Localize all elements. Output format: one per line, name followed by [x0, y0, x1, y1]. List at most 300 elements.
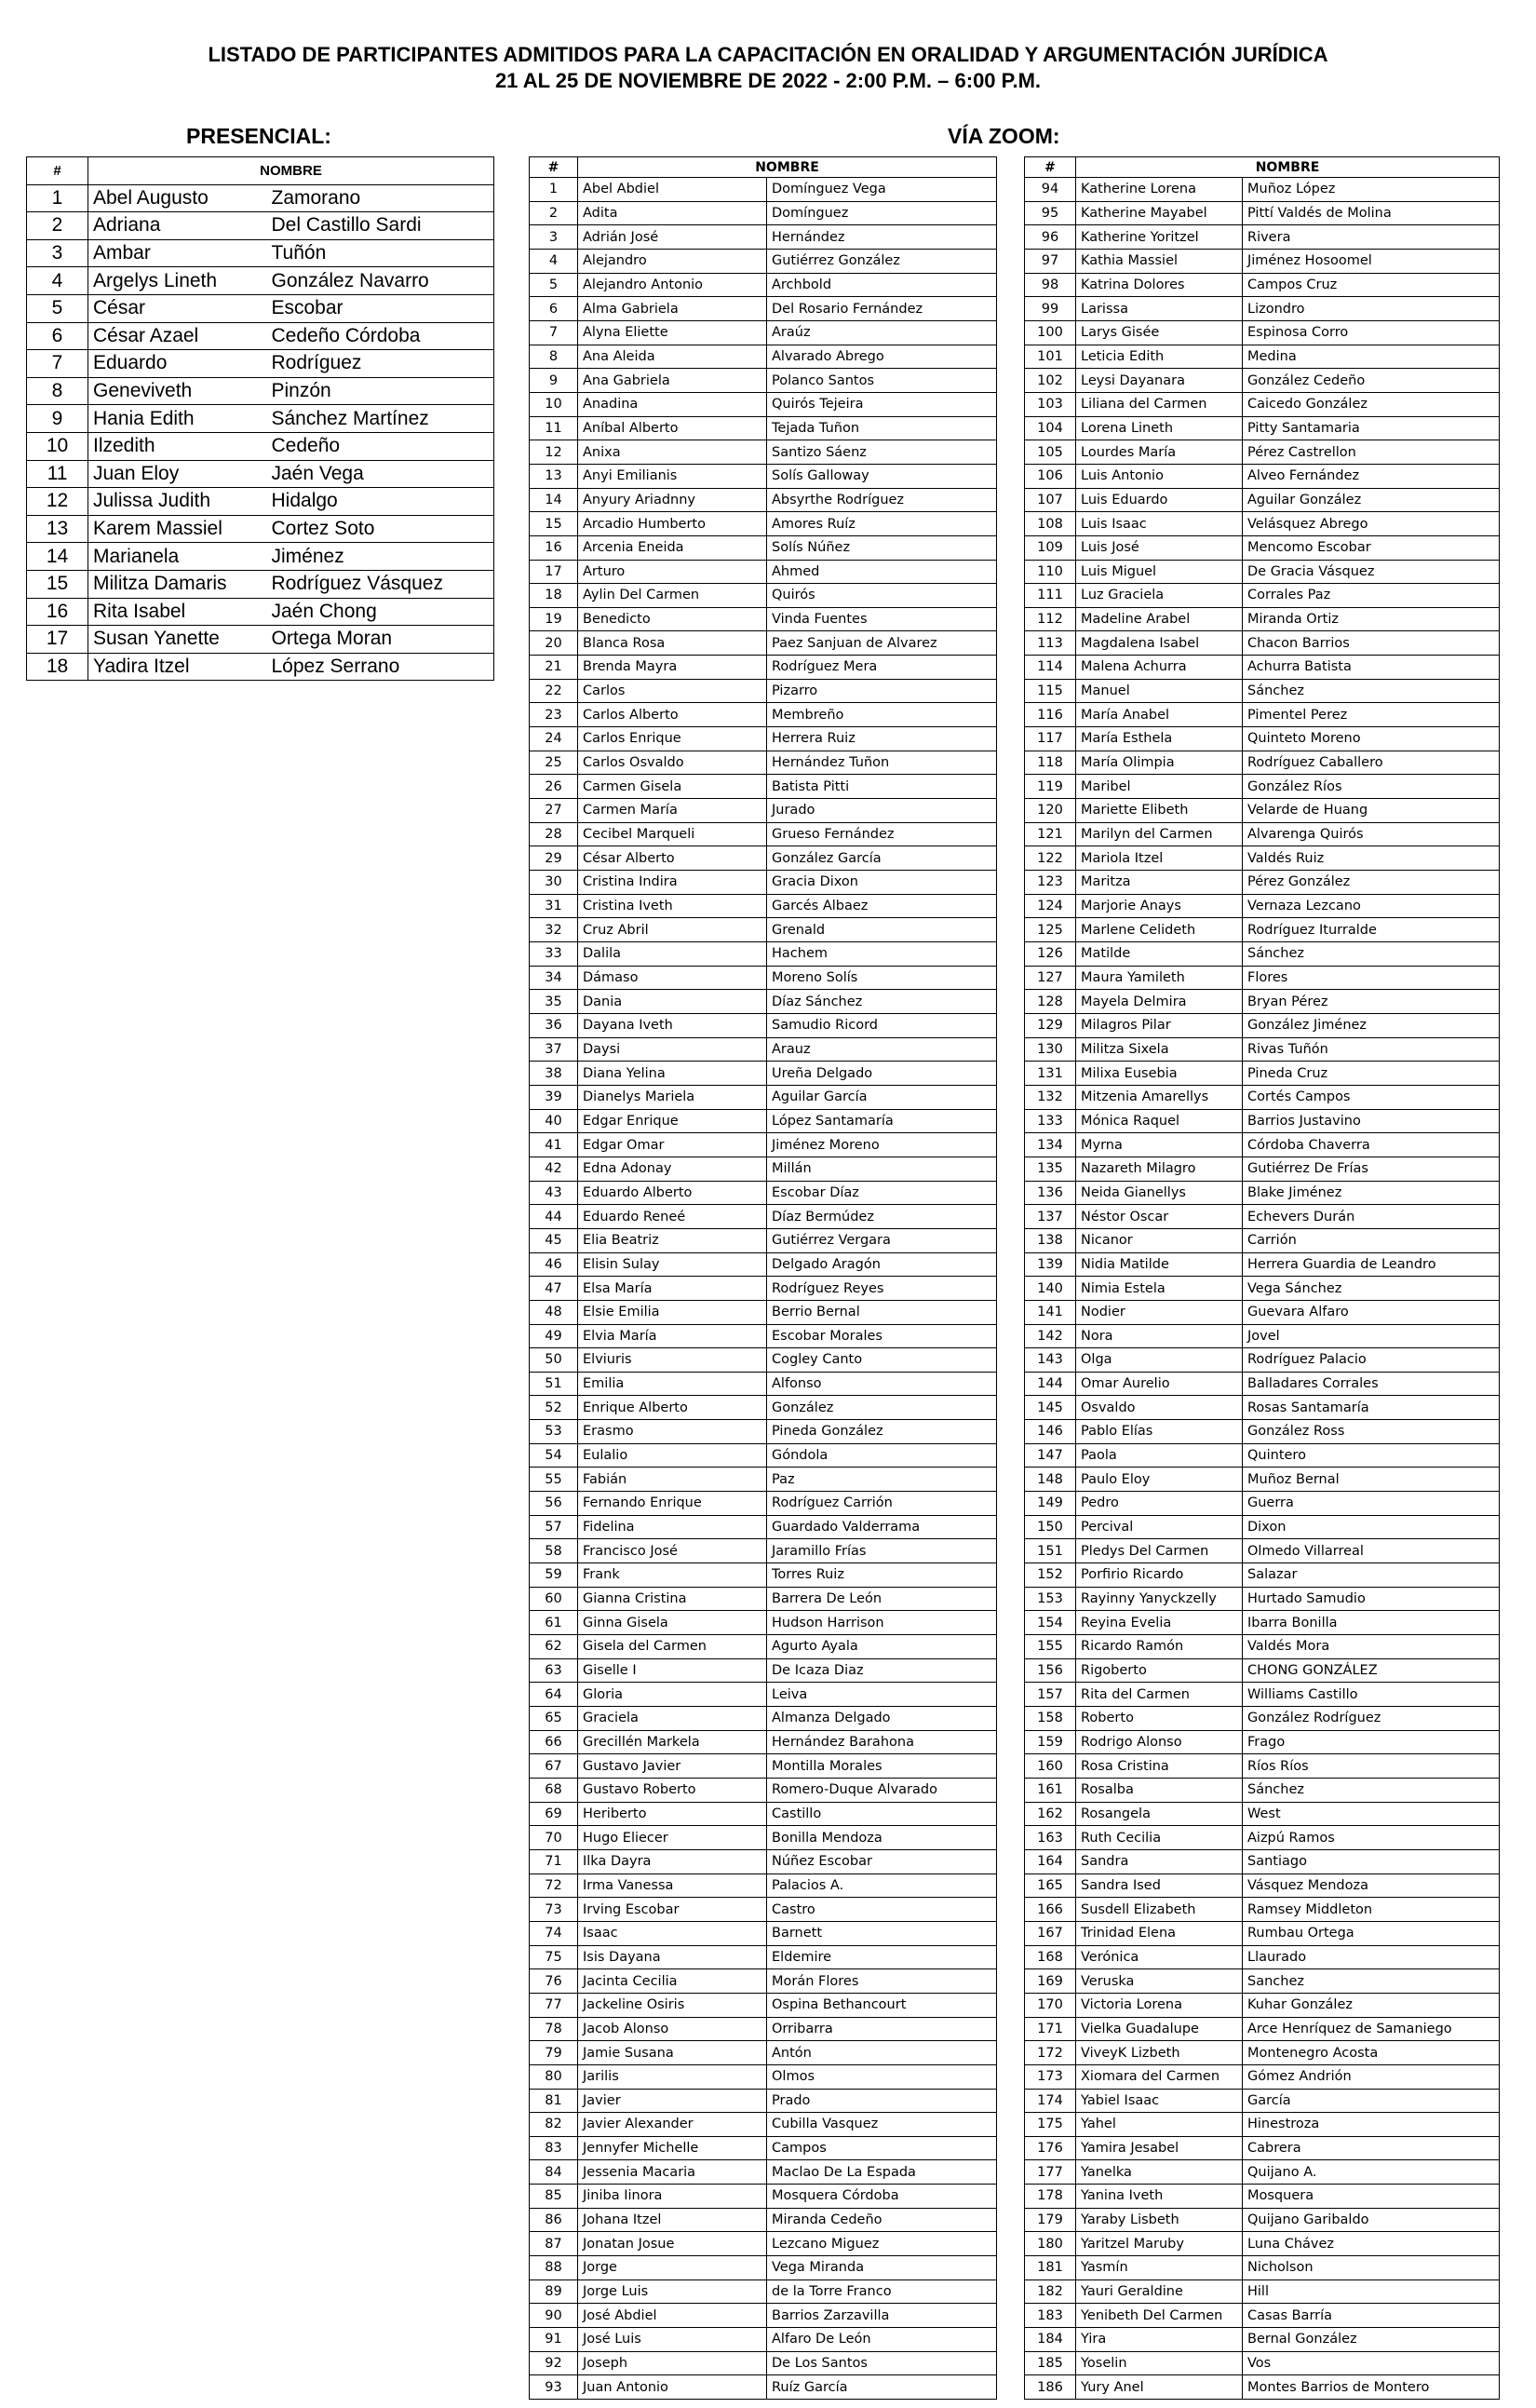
row-number: 157	[1025, 1683, 1076, 1707]
last-names: Castro	[767, 1898, 997, 1922]
last-names: González Rodríguez	[1243, 1707, 1500, 1731]
first-names: Joseph	[578, 2351, 767, 2375]
first-names: Lourdes María	[1076, 440, 1243, 465]
row-number: 114	[1025, 656, 1076, 680]
table-row	[530, 846, 997, 871]
first-names: Rayinny Yanyckzelly	[1076, 1587, 1243, 1611]
table-row	[1025, 225, 1500, 250]
table-row	[27, 543, 494, 571]
first-names: Pledys Del Carmen	[1076, 1539, 1243, 1563]
row-number: 167	[1025, 1921, 1076, 1945]
row-number: 79	[530, 2041, 578, 2065]
table-row	[1025, 2304, 1500, 2328]
first-names: Mayela Delmira	[1076, 990, 1243, 1014]
row-number: 148	[1025, 1468, 1076, 1492]
table-row	[530, 966, 997, 990]
first-names: Luis Eduardo	[1076, 488, 1243, 512]
last-names: Almanza Delgado	[767, 1707, 997, 1731]
table-row	[1025, 1587, 1500, 1611]
last-names: Mosquera Córdoba	[767, 2185, 997, 2209]
table-row	[530, 178, 997, 202]
last-names: Mencomo Escobar	[1243, 535, 1500, 560]
last-names: Kuhar González	[1243, 1993, 1500, 2017]
first-names: Manuel	[1076, 679, 1243, 703]
row-number: 174	[1025, 2089, 1076, 2113]
last-names: López Serrano	[268, 653, 494, 681]
row-number: 128	[1025, 990, 1076, 1014]
table-row	[530, 1420, 997, 1444]
row-number: 92	[530, 2351, 578, 2375]
first-names: Ruth Cecilia	[1076, 1826, 1243, 1850]
last-names: Cortés Campos	[1243, 1085, 1500, 1109]
last-names: Miranda Cedeño	[767, 2208, 997, 2232]
last-names: Rodríguez Carrión	[767, 1492, 997, 1516]
row-number: 76	[530, 1969, 578, 1994]
table-row	[1025, 1730, 1500, 1754]
first-names: Yamira Jesabel	[1076, 2136, 1243, 2160]
table-header-row	[27, 157, 494, 185]
first-names: Marjorie Anays	[1076, 894, 1243, 918]
table-row	[530, 1037, 997, 1062]
row-number: 55	[530, 1468, 578, 1492]
table-row	[530, 799, 997, 823]
first-names: Argelys Lineth	[88, 267, 268, 295]
table-row	[1025, 584, 1500, 608]
first-names: Dámaso	[578, 966, 767, 990]
first-names: Arcadio Humberto	[578, 512, 767, 536]
last-names: Campos	[767, 2136, 997, 2160]
last-names: West	[1243, 1802, 1500, 1826]
row-number: 75	[530, 1945, 578, 1969]
first-names: Anyi Emilianis	[578, 464, 767, 488]
first-names: Elvia María	[578, 1324, 767, 1348]
row-number: 17	[530, 560, 578, 584]
last-names: Blake Jiménez	[1243, 1181, 1500, 1205]
row-number: 10	[27, 432, 88, 460]
row-number: 170	[1025, 1993, 1076, 2017]
table-row	[530, 1205, 997, 1229]
last-names: Samudio Ricord	[767, 1013, 997, 1037]
last-names: Quirós Tejeira	[767, 392, 997, 416]
row-number: 20	[530, 631, 578, 656]
last-names: Montilla Morales	[767, 1754, 997, 1779]
table-row	[27, 488, 494, 516]
last-names: Barrera De León	[767, 1587, 997, 1611]
first-names: Osvaldo	[1076, 1396, 1243, 1420]
row-number: 2	[530, 201, 578, 225]
first-names: Alyna Eliette	[578, 320, 767, 345]
row-number: 158	[1025, 1707, 1076, 1731]
last-names: Pinzón	[268, 377, 494, 405]
row-number: 58	[530, 1539, 578, 1563]
last-names: Hurtado Samudio	[1243, 1587, 1500, 1611]
row-number: 101	[1025, 345, 1076, 369]
first-names: Adrián José	[578, 225, 767, 250]
row-number: 48	[530, 1300, 578, 1324]
last-names: Balladares Corrales	[1243, 1372, 1500, 1396]
first-names: Mariola Itzel	[1076, 846, 1243, 871]
row-number: 60	[530, 1587, 578, 1611]
zoom-table-right	[1024, 156, 1500, 2400]
last-names: Gutiérrez Vergara	[767, 1228, 997, 1252]
column-header-name: NOMBRE	[88, 157, 494, 185]
row-number: 40	[530, 1109, 578, 1133]
last-names: Montenegro Acosta	[1243, 2041, 1500, 2065]
table-row	[1025, 1611, 1500, 1635]
first-names: Alejandro	[578, 249, 767, 273]
table-row	[27, 598, 494, 626]
last-names: Rodríguez Mera	[767, 656, 997, 680]
last-names: Rumbau Ortega	[1243, 1921, 1500, 1945]
last-names: Escobar Morales	[767, 1324, 997, 1348]
table-row	[530, 2136, 997, 2160]
first-names: Isaac	[578, 1921, 767, 1945]
last-names: Amores Ruíz	[767, 512, 997, 536]
first-names: Pedro	[1076, 1492, 1243, 1516]
row-number: 12	[530, 440, 578, 465]
last-names: Rodríguez	[268, 350, 494, 378]
row-number: 10	[530, 392, 578, 416]
row-number: 81	[530, 2089, 578, 2113]
last-names: Díaz Sánchez	[767, 990, 997, 1014]
last-names: Polanco Santos	[767, 369, 997, 393]
table-row	[530, 2017, 997, 2041]
last-names: Achurra Batista	[1243, 656, 1500, 680]
first-names: Roberto	[1076, 1707, 1243, 1731]
row-number: 19	[530, 607, 578, 631]
row-number: 62	[530, 1635, 578, 1659]
row-number: 6	[27, 322, 88, 350]
row-number: 66	[530, 1730, 578, 1754]
row-number: 88	[530, 2256, 578, 2280]
first-names: Maura Yamileth	[1076, 966, 1243, 990]
last-names: Córdoba Chaverra	[1243, 1133, 1500, 1157]
row-number: 180	[1025, 2232, 1076, 2256]
first-names: Gustavo Javier	[578, 1754, 767, 1779]
last-names: Ahmed	[767, 560, 997, 584]
first-names: Gianna Cristina	[578, 1587, 767, 1611]
first-names: Marianela	[88, 543, 268, 571]
last-names: Cortez Soto	[268, 515, 494, 543]
first-names: Eduardo	[88, 350, 268, 378]
last-names: Herrera Ruiz	[767, 727, 997, 751]
table-row	[530, 2256, 997, 2280]
zoom-table-left	[529, 156, 997, 2400]
last-names: Membreño	[767, 703, 997, 727]
last-names: Solís Núñez	[767, 535, 997, 560]
last-names: Solís Galloway	[767, 464, 997, 488]
table-row	[530, 369, 997, 393]
last-names: Valdés Ruiz	[1243, 846, 1500, 871]
section-heading-presencial: PRESENCIAL:	[186, 124, 331, 148]
table-row	[530, 464, 997, 488]
last-names: Valdés Mora	[1243, 1635, 1500, 1659]
first-names: Leticia Edith	[1076, 345, 1243, 369]
table-row	[27, 570, 494, 598]
first-names: Verónica	[1076, 1945, 1243, 1969]
table-row	[530, 1563, 997, 1588]
first-names: Yanina Iveth	[1076, 2185, 1243, 2209]
first-names: Ginna Gisela	[578, 1611, 767, 1635]
table-row	[1025, 2185, 1500, 2209]
last-names: Muñoz López	[1243, 178, 1500, 202]
row-number: 2	[27, 212, 88, 240]
last-names: Núñez Escobar	[767, 1849, 997, 1874]
first-names: Graciela	[578, 1707, 767, 1731]
last-names: Corrales Paz	[1243, 584, 1500, 608]
last-names: De Icaza Diaz	[767, 1658, 997, 1683]
first-names: Matilde	[1076, 942, 1243, 967]
last-names: Jaén Vega	[268, 460, 494, 488]
last-names: Góndola	[767, 1443, 997, 1468]
first-names: Adita	[578, 201, 767, 225]
last-names: Grueso Fernández	[767, 822, 997, 846]
row-number: 51	[530, 1372, 578, 1396]
last-names: Pitty Santamaria	[1243, 416, 1500, 440]
table-row	[1025, 345, 1500, 369]
table-row	[1025, 2351, 1500, 2375]
first-names: Madeline Arabel	[1076, 607, 1243, 631]
last-names: Maclao De La Espada	[767, 2160, 997, 2185]
first-names: Cruz Abril	[578, 918, 767, 942]
first-names: Grecillén Markela	[578, 1730, 767, 1754]
last-names: Zamorano	[268, 184, 494, 212]
table-row	[1025, 273, 1500, 297]
last-names: Hernández Tuñon	[767, 751, 997, 775]
last-names: Batista Pitti	[767, 775, 997, 799]
row-number: 26	[530, 775, 578, 799]
table-row	[1025, 1515, 1500, 1539]
first-names: Jennyfer Michelle	[578, 2136, 767, 2160]
last-names: Sánchez	[1243, 679, 1500, 703]
first-names: Diana Yelina	[578, 1062, 767, 1086]
row-number: 84	[530, 2160, 578, 2185]
column-header-number: #	[530, 157, 578, 178]
row-number: 18	[27, 653, 88, 681]
last-names: Quirós	[767, 584, 997, 608]
last-names: Romero-Duque Alvarado	[767, 1778, 997, 1802]
last-names: Montes Barrios de Montero	[1243, 2375, 1500, 2400]
last-names: Vos	[1243, 2351, 1500, 2375]
last-names: Hernández Barahona	[767, 1730, 997, 1754]
first-names: Nora	[1076, 1324, 1243, 1348]
first-names: Yasmín	[1076, 2256, 1243, 2280]
row-number: 142	[1025, 1324, 1076, 1348]
first-names: Dania	[578, 990, 767, 1014]
last-names: Sánchez Martínez	[268, 405, 494, 433]
table-row	[1025, 201, 1500, 225]
table-row	[1025, 1802, 1500, 1826]
last-names: Echevers Durán	[1243, 1205, 1500, 1229]
last-names: Olmos	[767, 2064, 997, 2089]
first-names: Néstor Oscar	[1076, 1205, 1243, 1229]
table-row	[1025, 607, 1500, 631]
row-number: 50	[530, 1348, 578, 1373]
last-names: Tuñón	[268, 239, 494, 267]
table-row	[530, 1898, 997, 1922]
table-row	[530, 1324, 997, 1348]
table-row	[530, 631, 997, 656]
row-number: 29	[530, 846, 578, 871]
table-row	[530, 607, 997, 631]
row-number: 7	[530, 320, 578, 345]
row-number: 186	[1025, 2375, 1076, 2400]
row-number: 64	[530, 1683, 578, 1707]
first-names: Irving Escobar	[578, 1898, 767, 1922]
row-number: 171	[1025, 2017, 1076, 2041]
row-number: 121	[1025, 822, 1076, 846]
first-names: Susdell Elizabeth	[1076, 1898, 1243, 1922]
table-row	[1025, 822, 1500, 846]
first-names: Mariette Elibeth	[1076, 799, 1243, 823]
row-number: 138	[1025, 1228, 1076, 1252]
first-names: Blanca Rosa	[578, 631, 767, 656]
table-row	[1025, 512, 1500, 536]
row-number: 127	[1025, 966, 1076, 990]
row-number: 150	[1025, 1515, 1076, 1539]
table-row	[530, 1707, 997, 1731]
first-names: Yaraby Lisbeth	[1076, 2208, 1243, 2232]
first-names: Rita del Carmen	[1076, 1683, 1243, 1707]
row-number: 132	[1025, 1085, 1076, 1109]
first-names: Fabián	[578, 1468, 767, 1492]
first-names: Carlos	[578, 679, 767, 703]
table-row	[530, 1443, 997, 1468]
first-names: Jackeline Osiris	[578, 1993, 767, 2017]
first-names: Malena Achurra	[1076, 656, 1243, 680]
first-names: Arturo	[578, 560, 767, 584]
first-names: Ricardo Ramón	[1076, 1635, 1243, 1659]
document-title: LISTADO DE PARTICIPANTES ADMITIDOS PARA LA CAPACITACIÓN EN ORALIDAD Y ARGUMENTACIÓN JURÍDICA	[208, 43, 1328, 66]
table-row	[1025, 1396, 1500, 1420]
table-row	[530, 2351, 997, 2375]
table-row	[1025, 871, 1500, 895]
table-row	[1025, 1849, 1500, 1874]
last-names: Medina	[1243, 345, 1500, 369]
last-names: Sánchez	[1243, 942, 1500, 967]
table-row	[1025, 1443, 1500, 1468]
table-row	[1025, 1013, 1500, 1037]
row-number: 145	[1025, 1396, 1076, 1420]
first-names: Isis Dayana	[578, 1945, 767, 1969]
last-names: Araúz	[767, 320, 997, 345]
first-names: Milixa Eusebia	[1076, 1062, 1243, 1086]
table-row	[530, 1515, 997, 1539]
row-number: 65	[530, 1707, 578, 1731]
first-names: Luis Antonio	[1076, 464, 1243, 488]
row-number: 120	[1025, 799, 1076, 823]
table-row	[1025, 1563, 1500, 1588]
first-names: Paola	[1076, 1443, 1243, 1468]
last-names: Nicholson	[1243, 2256, 1500, 2280]
first-names: Nimia Estela	[1076, 1277, 1243, 1301]
table-row	[530, 2089, 997, 2113]
row-number: 43	[530, 1181, 578, 1205]
row-number: 33	[530, 942, 578, 967]
last-names: Moreno Solís	[767, 966, 997, 990]
last-names: Llaurado	[1243, 1945, 1500, 1969]
last-names: Pineda González	[767, 1420, 997, 1444]
table-row	[27, 515, 494, 543]
row-number: 113	[1025, 631, 1076, 656]
last-names: Sanchez	[1243, 1969, 1500, 1994]
row-number: 1	[27, 184, 88, 212]
last-names: Rivera	[1243, 225, 1500, 250]
first-names: María Olimpia	[1076, 751, 1243, 775]
last-names: Quijano Garibaldo	[1243, 2208, 1500, 2232]
row-number: 184	[1025, 2328, 1076, 2352]
column-header-number: #	[1025, 157, 1076, 178]
first-names: Ilka Dayra	[578, 1849, 767, 1874]
last-names: Berrio Bernal	[767, 1300, 997, 1324]
last-names: Bernal González	[1243, 2328, 1500, 2352]
table-row	[530, 320, 997, 345]
table-row	[530, 488, 997, 512]
table-row	[1025, 918, 1500, 942]
first-names: Leysi Dayanara	[1076, 369, 1243, 393]
last-names: Guerra	[1243, 1492, 1500, 1516]
first-names: Yabiel Isaac	[1076, 2089, 1243, 2113]
row-number: 125	[1025, 918, 1076, 942]
first-names: Aníbal Alberto	[578, 416, 767, 440]
row-number: 177	[1025, 2160, 1076, 2185]
last-names: Cogley Canto	[767, 1348, 997, 1373]
first-names: Abel Augusto	[88, 184, 268, 212]
table-row	[530, 2160, 997, 2185]
last-names: Escobar	[268, 294, 494, 322]
first-names: Nazareth Milagro	[1076, 1157, 1243, 1181]
first-names: Luis José	[1076, 535, 1243, 560]
table-row	[530, 201, 997, 225]
first-names: Magdalena Isabel	[1076, 631, 1243, 656]
table-row	[1025, 560, 1500, 584]
row-number: 73	[530, 1898, 578, 1922]
last-names: Espinosa Corro	[1243, 320, 1500, 345]
last-names: Orribarra	[767, 2017, 997, 2041]
last-names: Morán Flores	[767, 1969, 997, 1994]
table-row	[1025, 2089, 1500, 2113]
last-names: Lizondro	[1243, 297, 1500, 321]
last-names: Grenald	[767, 918, 997, 942]
last-names: CHONG GONZÁLEZ	[1243, 1658, 1500, 1683]
first-names: Paulo Eloy	[1076, 1468, 1243, 1492]
row-number: 6	[530, 297, 578, 321]
zoom-table-right-body	[1025, 178, 1500, 2400]
table-row	[530, 894, 997, 918]
first-names: Rita Isabel	[88, 598, 268, 626]
row-number: 11	[530, 416, 578, 440]
first-names: Geneviveth	[88, 377, 268, 405]
row-number: 12	[27, 488, 88, 516]
first-names: Yauri Geraldine	[1076, 2279, 1243, 2304]
last-names: Ibarra Bonilla	[1243, 1611, 1500, 1635]
table-row	[530, 1228, 997, 1252]
last-names: Rodríguez Reyes	[767, 1277, 997, 1301]
first-names: César Alberto	[578, 846, 767, 871]
first-names: Johana Itzel	[578, 2208, 767, 2232]
row-number: 146	[1025, 1420, 1076, 1444]
table-row	[530, 775, 997, 799]
last-names: Garcés Albaez	[767, 894, 997, 918]
table-row	[27, 432, 494, 460]
document-subtitle-dates: 21 AL 25 DE NOVIEMBRE DE 2022 - 2:00 P.M. – 6:00 P.M.	[494, 69, 1042, 92]
row-number: 7	[27, 350, 88, 378]
first-names: Yoselin	[1076, 2351, 1243, 2375]
row-number: 136	[1025, 1181, 1076, 1205]
last-names: García	[1243, 2089, 1500, 2113]
table-row	[530, 703, 997, 727]
table-row	[1025, 2160, 1500, 2185]
